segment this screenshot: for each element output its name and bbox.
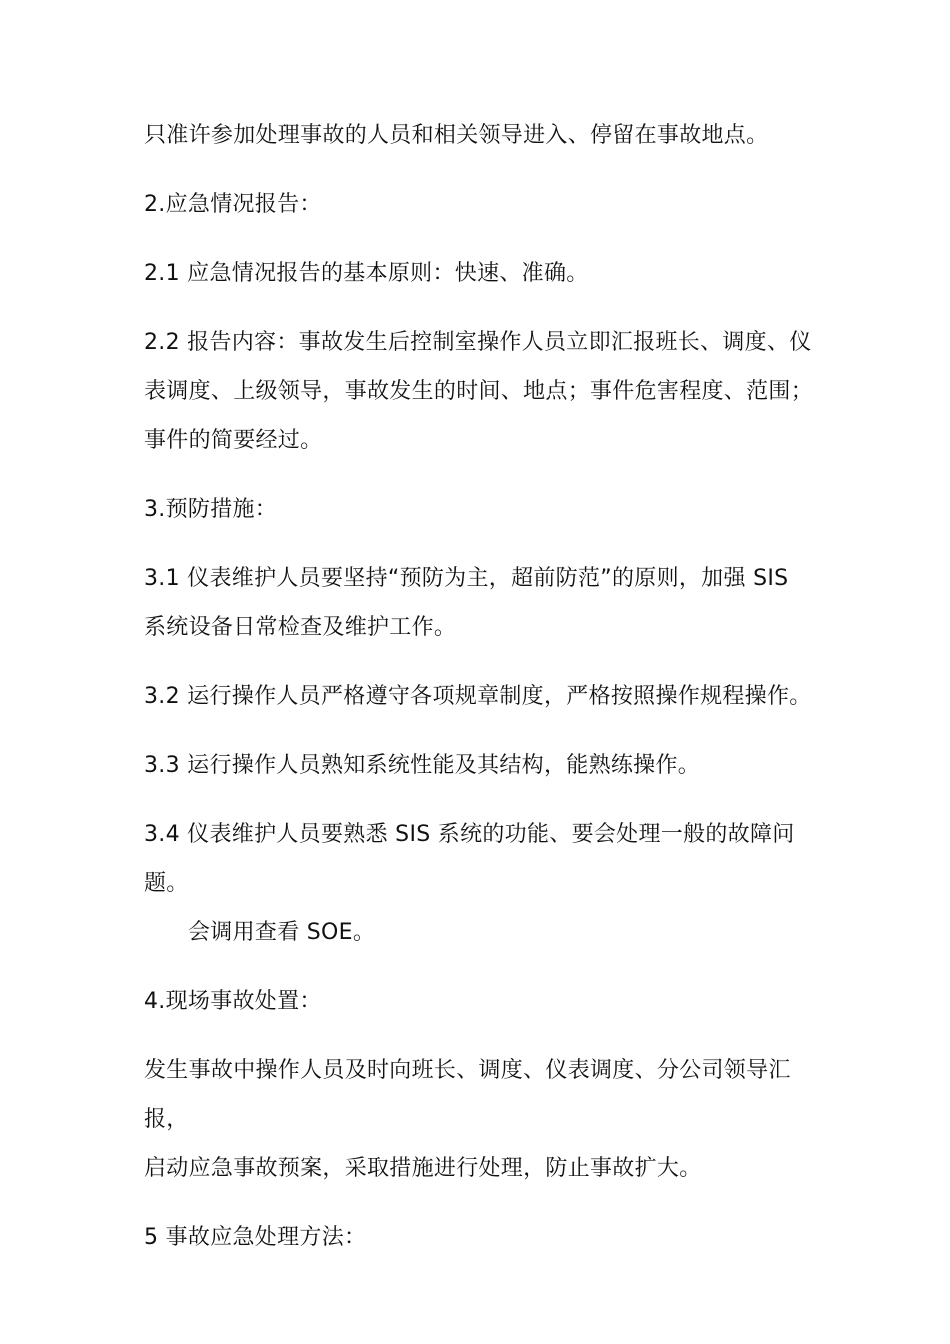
text-line: 3.2 运行操作人员严格遵守各项规章制度，严格按照操作规程操作。 — [144, 684, 812, 709]
paragraph-report-content — [144, 318, 824, 465]
paragraph-onsite-handling — [144, 1046, 824, 1193]
text-line: 2.应急情况报告： — [144, 192, 322, 217]
heading-onsite-handling — [144, 977, 824, 1026]
text-line: 3.4 仪表维护人员要熟悉 SIS 系统的功能、要会处理一般的故障问题。 — [144, 822, 795, 896]
paragraph-prevention-3-3 — [144, 741, 824, 790]
text-line: 2.2 报告内容：事故发生后控制室操作人员立即汇报班长、调度、仪 — [144, 330, 812, 355]
text-line: 5 事故应急处理方法： — [144, 1225, 367, 1250]
heading-emergency-report — [144, 180, 824, 229]
text-line: 表调度、上级领导，事故发生的时间、地点；事件危害程度、范围； — [144, 379, 814, 404]
paragraph-entry-restriction — [144, 111, 824, 160]
text-line: 2.1 应急情况报告的基本原则：快速、准确。 — [144, 261, 589, 286]
text-line: 系统设备日常检查及维护工作。 — [144, 615, 457, 640]
text-line: 启动应急事故预案，采取措施进行处理，防止事故扩大。 — [144, 1156, 702, 1181]
paragraph-report-principle — [144, 249, 824, 298]
text-line: 3.1 仪表维护人员要坚持“预防为主，超前防范”的原则，加强 SIS — [144, 566, 789, 591]
text-line: 事件的简要经过。 — [144, 428, 323, 453]
text-line: 3.预防措施： — [144, 497, 278, 522]
paragraph-prevention-3-4 — [144, 810, 824, 957]
text-line: 4.现场事故处置： — [144, 989, 322, 1014]
paragraph-prevention-3-2 — [144, 672, 824, 721]
heading-emergency-methods — [144, 1213, 824, 1262]
document-body — [144, 111, 824, 1262]
paragraph-prevention-3-1 — [144, 554, 824, 652]
text-line: 发生事故中操作人员及时向班长、调度、仪表调度、分公司领导汇报， — [144, 1058, 791, 1132]
text-line-indented: 会调用查看 SOE。 — [188, 920, 376, 945]
text-line: 3.3 运行操作人员熟知系统性能及其结构，能熟练操作。 — [144, 753, 701, 778]
heading-prevention — [144, 485, 824, 534]
text-line: 只准许参加处理事故的人员和相关领导进入、停留在事故地点。 — [144, 123, 769, 148]
